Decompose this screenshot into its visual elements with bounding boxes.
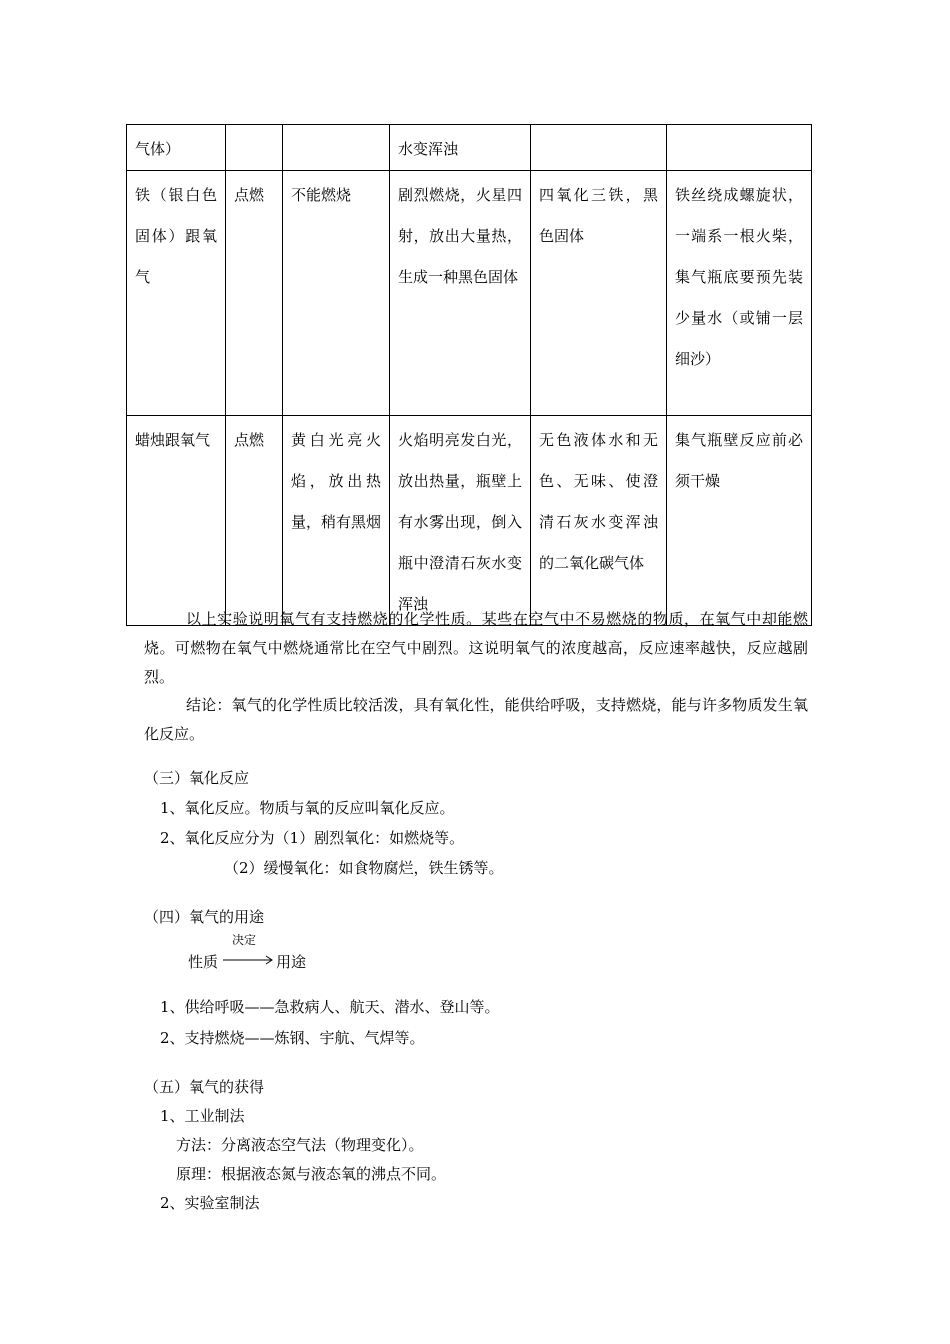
table-cell — [667, 125, 812, 171]
table-cell: 四氧化三铁，黑色固体 — [531, 171, 667, 416]
list-item: 2、实验室制法 — [160, 1194, 260, 1212]
experiment-conclusion-paragraph: 以上实验说明氧气有支持燃烧的化学性质。某些在空气中不易燃烧的物质，在氧气中却能燃烧。可燃物在氧气中燃烧通常比在空气中剧烈。这说明氧气的浓度越高，反应速率越快，反应越剧烈。 — [144, 610, 808, 686]
table-row — [127, 125, 812, 171]
table-cell: 集气瓶壁反应前必须干燥 — [667, 416, 812, 626]
principle-line: 原理：根据液态氮与液态氧的沸点不同。 — [176, 1165, 447, 1183]
relation-left-label: 性质 — [188, 953, 219, 971]
table-cell: 铁（银白色固体）跟氧气 — [127, 171, 226, 416]
list-item: 2、氧化反应分为（1）剧烈氧化：如燃烧等。 — [160, 829, 465, 847]
right-arrow-icon — [222, 933, 274, 967]
list-item: 1、供给呼吸——急救病人、航天、潜水、登山等。 — [160, 998, 500, 1016]
table-cell: 水变浑浊 — [390, 125, 531, 171]
relation-right-label: 用途 — [276, 953, 307, 971]
table-row — [127, 416, 812, 626]
table-cell: 黄白光亮火焰，放出热量，稍有黑烟 — [283, 416, 390, 626]
section-heading-obtaining: （五）氧气的获得 — [144, 1078, 265, 1096]
table-cell: 不能燃烧 — [283, 171, 390, 416]
table-cell: 点燃 — [226, 416, 283, 626]
arrow-label: 决定 — [232, 933, 257, 947]
section-heading-oxidation: （三）氧化反应 — [144, 769, 250, 787]
list-item: 1、氧化反应。物质与氧的反应叫氧化反应。 — [160, 799, 455, 817]
list-item: 2、支持燃烧——炼钢、宇航、气焊等。 — [160, 1029, 425, 1047]
experiment-table — [126, 124, 812, 626]
conclusion-paragraph: 结论：氧气的化学性质比较活泼，具有氧化性，能供给呼吸，支持燃烧，能与许多物质发生氧化反应。 — [144, 696, 808, 743]
table-row — [127, 171, 812, 416]
section-heading-uses: （四）氧气的用途 — [144, 908, 265, 926]
table-cell: 气体） — [127, 125, 226, 171]
table-cell — [226, 125, 283, 171]
table-cell: 蜡烛跟氧气 — [127, 416, 226, 626]
table-cell: 剧烈燃烧，火星四射，放出大量热，生成一种黑色固体 — [390, 171, 531, 416]
table-cell: 火焰明亮发白光，放出热量，瓶壁上有水雾出现，倒入瓶中澄清石灰水变浑浊 — [390, 416, 531, 626]
table-cell — [283, 125, 390, 171]
list-item: 1、工业制法 — [160, 1107, 245, 1125]
determines-arrow — [222, 933, 274, 967]
table-cell: 无色液体水和无色、无味、使澄清石灰水变浑浊的二氧化碳气体 — [531, 416, 667, 626]
list-item: （2）缓慢氧化：如食物腐烂，铁生锈等。 — [224, 859, 504, 877]
table-cell: 铁丝绕成螺旋状，一端系一根火柴，集气瓶底要预先装少量水（或铺一层细沙） — [667, 171, 812, 416]
method-line: 方法：分离液态空气法（物理变化）。 — [176, 1136, 424, 1154]
table-cell — [531, 125, 667, 171]
table-cell: 点燃 — [226, 171, 283, 416]
